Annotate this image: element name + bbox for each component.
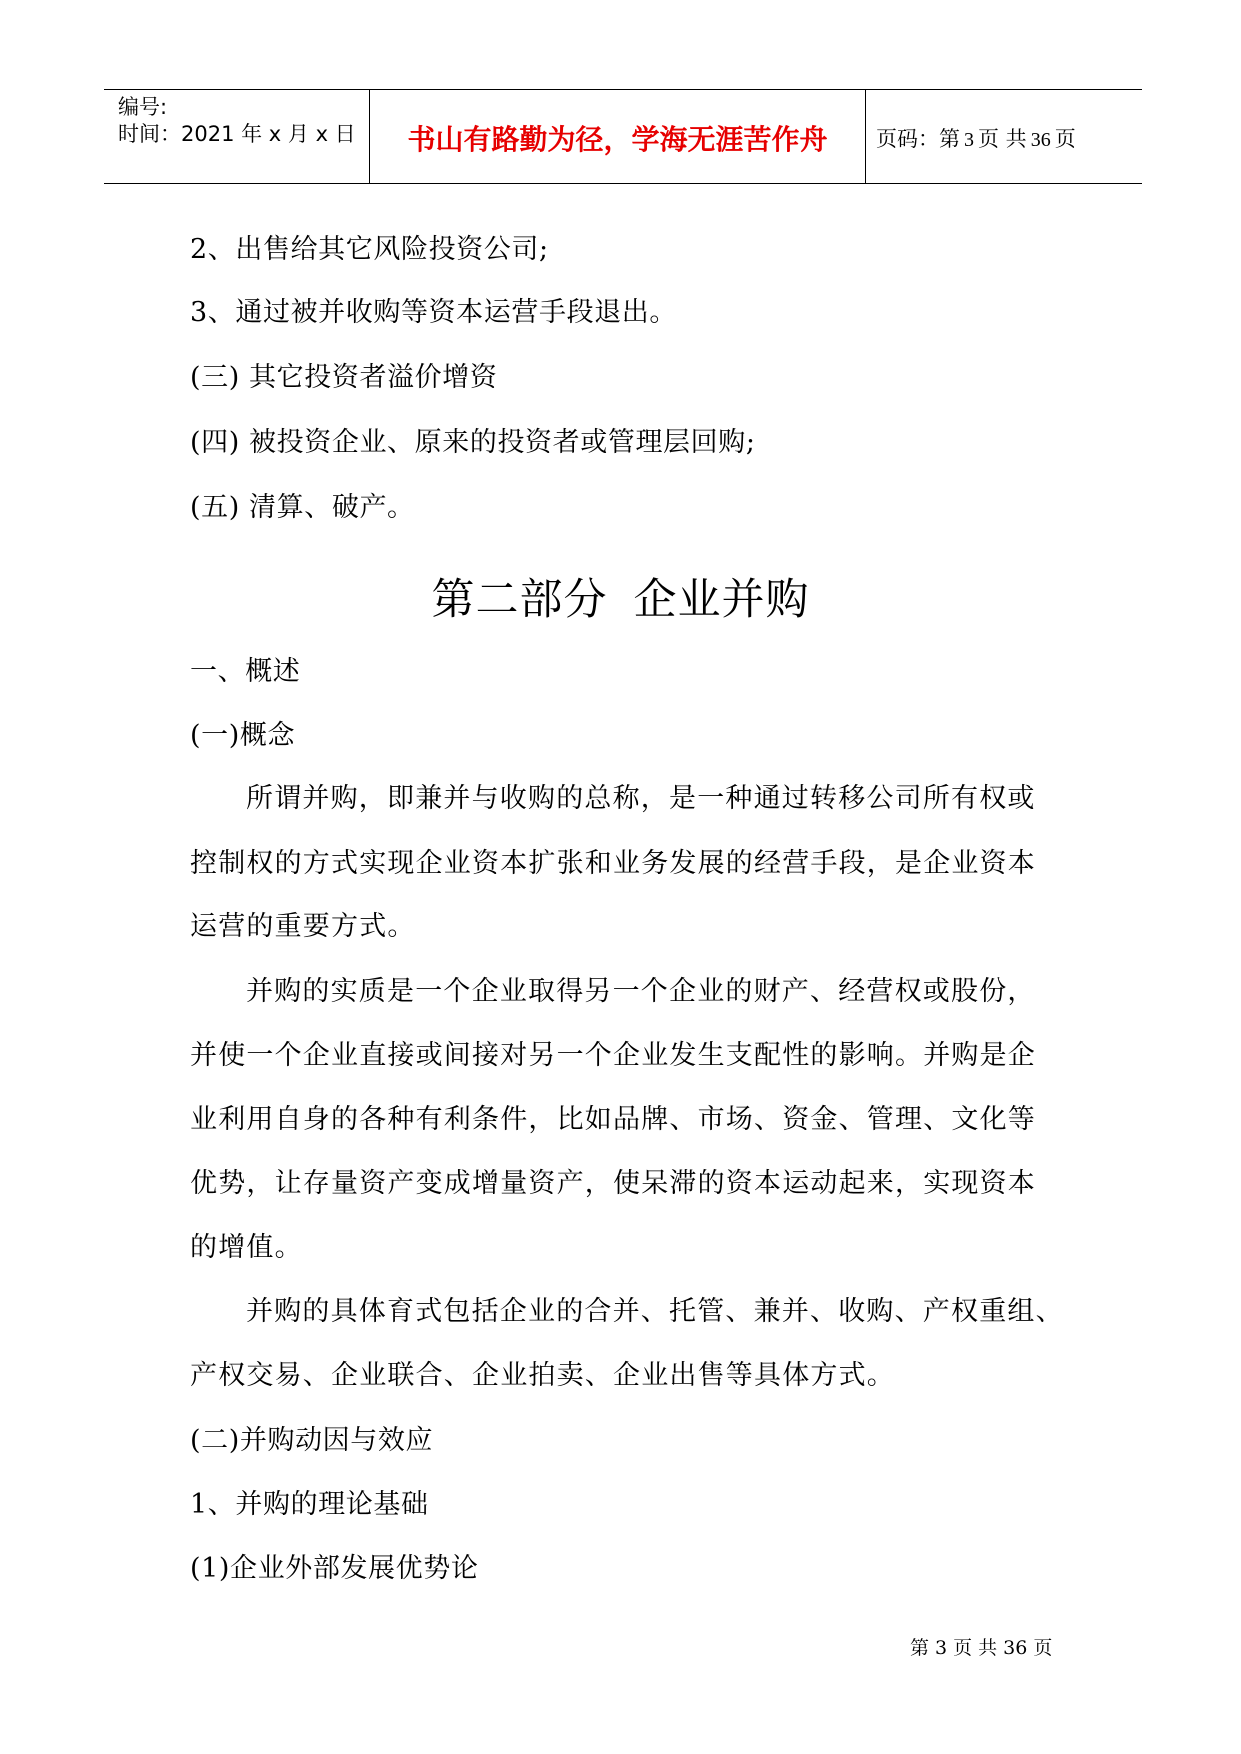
paragraph-line: 优势，让存量资产变成增量资产，使呆滞的资本运动起来，实现资本	[190, 1168, 1036, 1199]
footer-current: 3	[935, 1637, 948, 1659]
heading-motives: (二)并购动因与效应	[190, 1425, 434, 1456]
section-title	[0, 566, 1241, 627]
paragraph-line: 并购的具体育式包括企业的合并、托管、兼并、收购、产权重组、	[246, 1296, 1064, 1327]
paragraph-line: 并使一个企业直接或间接对另一个企业发生支配性的影响。并购是企	[190, 1040, 1036, 1071]
section-title-part: 第二部分	[431, 575, 608, 625]
paragraph-line: 所谓并购，即兼并与收购的总称，是一种通过转移公司所有权或	[246, 783, 1036, 814]
page-current: 3	[964, 129, 974, 151]
list-item: (五) 清算、破产。	[190, 492, 415, 523]
header-motto: 书山有路勤为径，学海无涯苦作舟	[407, 123, 828, 156]
page-mid: 页 共	[978, 127, 1027, 151]
heading-theory: 1、并购的理论基础	[190, 1489, 429, 1520]
heading-overview: 一、概述	[190, 656, 301, 687]
footer-mid: 页 共	[953, 1637, 998, 1659]
footer-total: 36	[1003, 1637, 1028, 1659]
heading-external-advantage: (1)企业外部发展优势论	[190, 1553, 479, 1584]
document-number-label: 编号:	[118, 95, 168, 119]
paragraph-line: 运营的重要方式。	[190, 911, 416, 942]
paragraph-line: 并购的实质是一个企业取得另一个企业的财产、经营权或股份，	[246, 976, 1036, 1007]
footer-prefix: 第	[910, 1637, 930, 1659]
paragraph-line: 控制权的方式实现企业资本扩张和业务发展的经营手段，是企业资本	[190, 848, 1036, 879]
section-title-name: 企业并购	[633, 575, 810, 625]
header-page-code	[876, 123, 1076, 153]
list-item: (四) 被投资企业、原来的投资者或管理层回购;	[190, 427, 756, 458]
document-time-label: 时间：2021 年 x 月 x 日	[118, 122, 356, 146]
footer-suffix: 页	[1033, 1637, 1053, 1659]
heading-concept: (一)概念	[190, 720, 296, 751]
list-item: 3、通过被并收购等资本运营手段退出。	[190, 297, 677, 328]
page-total: 36	[1030, 129, 1051, 151]
header-motto-cell	[369, 90, 866, 183]
paragraph-line: 产权交易、企业联合、企业拍卖、企业出售等具体方式。	[190, 1360, 895, 1391]
list-item: 2、出售给其它风险投资公司;	[190, 234, 549, 265]
page-prefix: 页码：第	[876, 127, 960, 151]
page-header	[104, 89, 1142, 184]
header-info-cell	[104, 90, 368, 183]
header-page-cell	[866, 90, 1142, 183]
page-footer	[907, 1633, 1055, 1660]
list-item: (三) 其它投资者溢价增资	[190, 362, 498, 393]
paragraph-line: 的增值。	[190, 1232, 303, 1263]
paragraph-line: 业利用自身的各种有利条件，比如品牌、市场、资金、管理、文化等	[190, 1104, 1036, 1135]
page-suffix: 页	[1054, 127, 1076, 151]
